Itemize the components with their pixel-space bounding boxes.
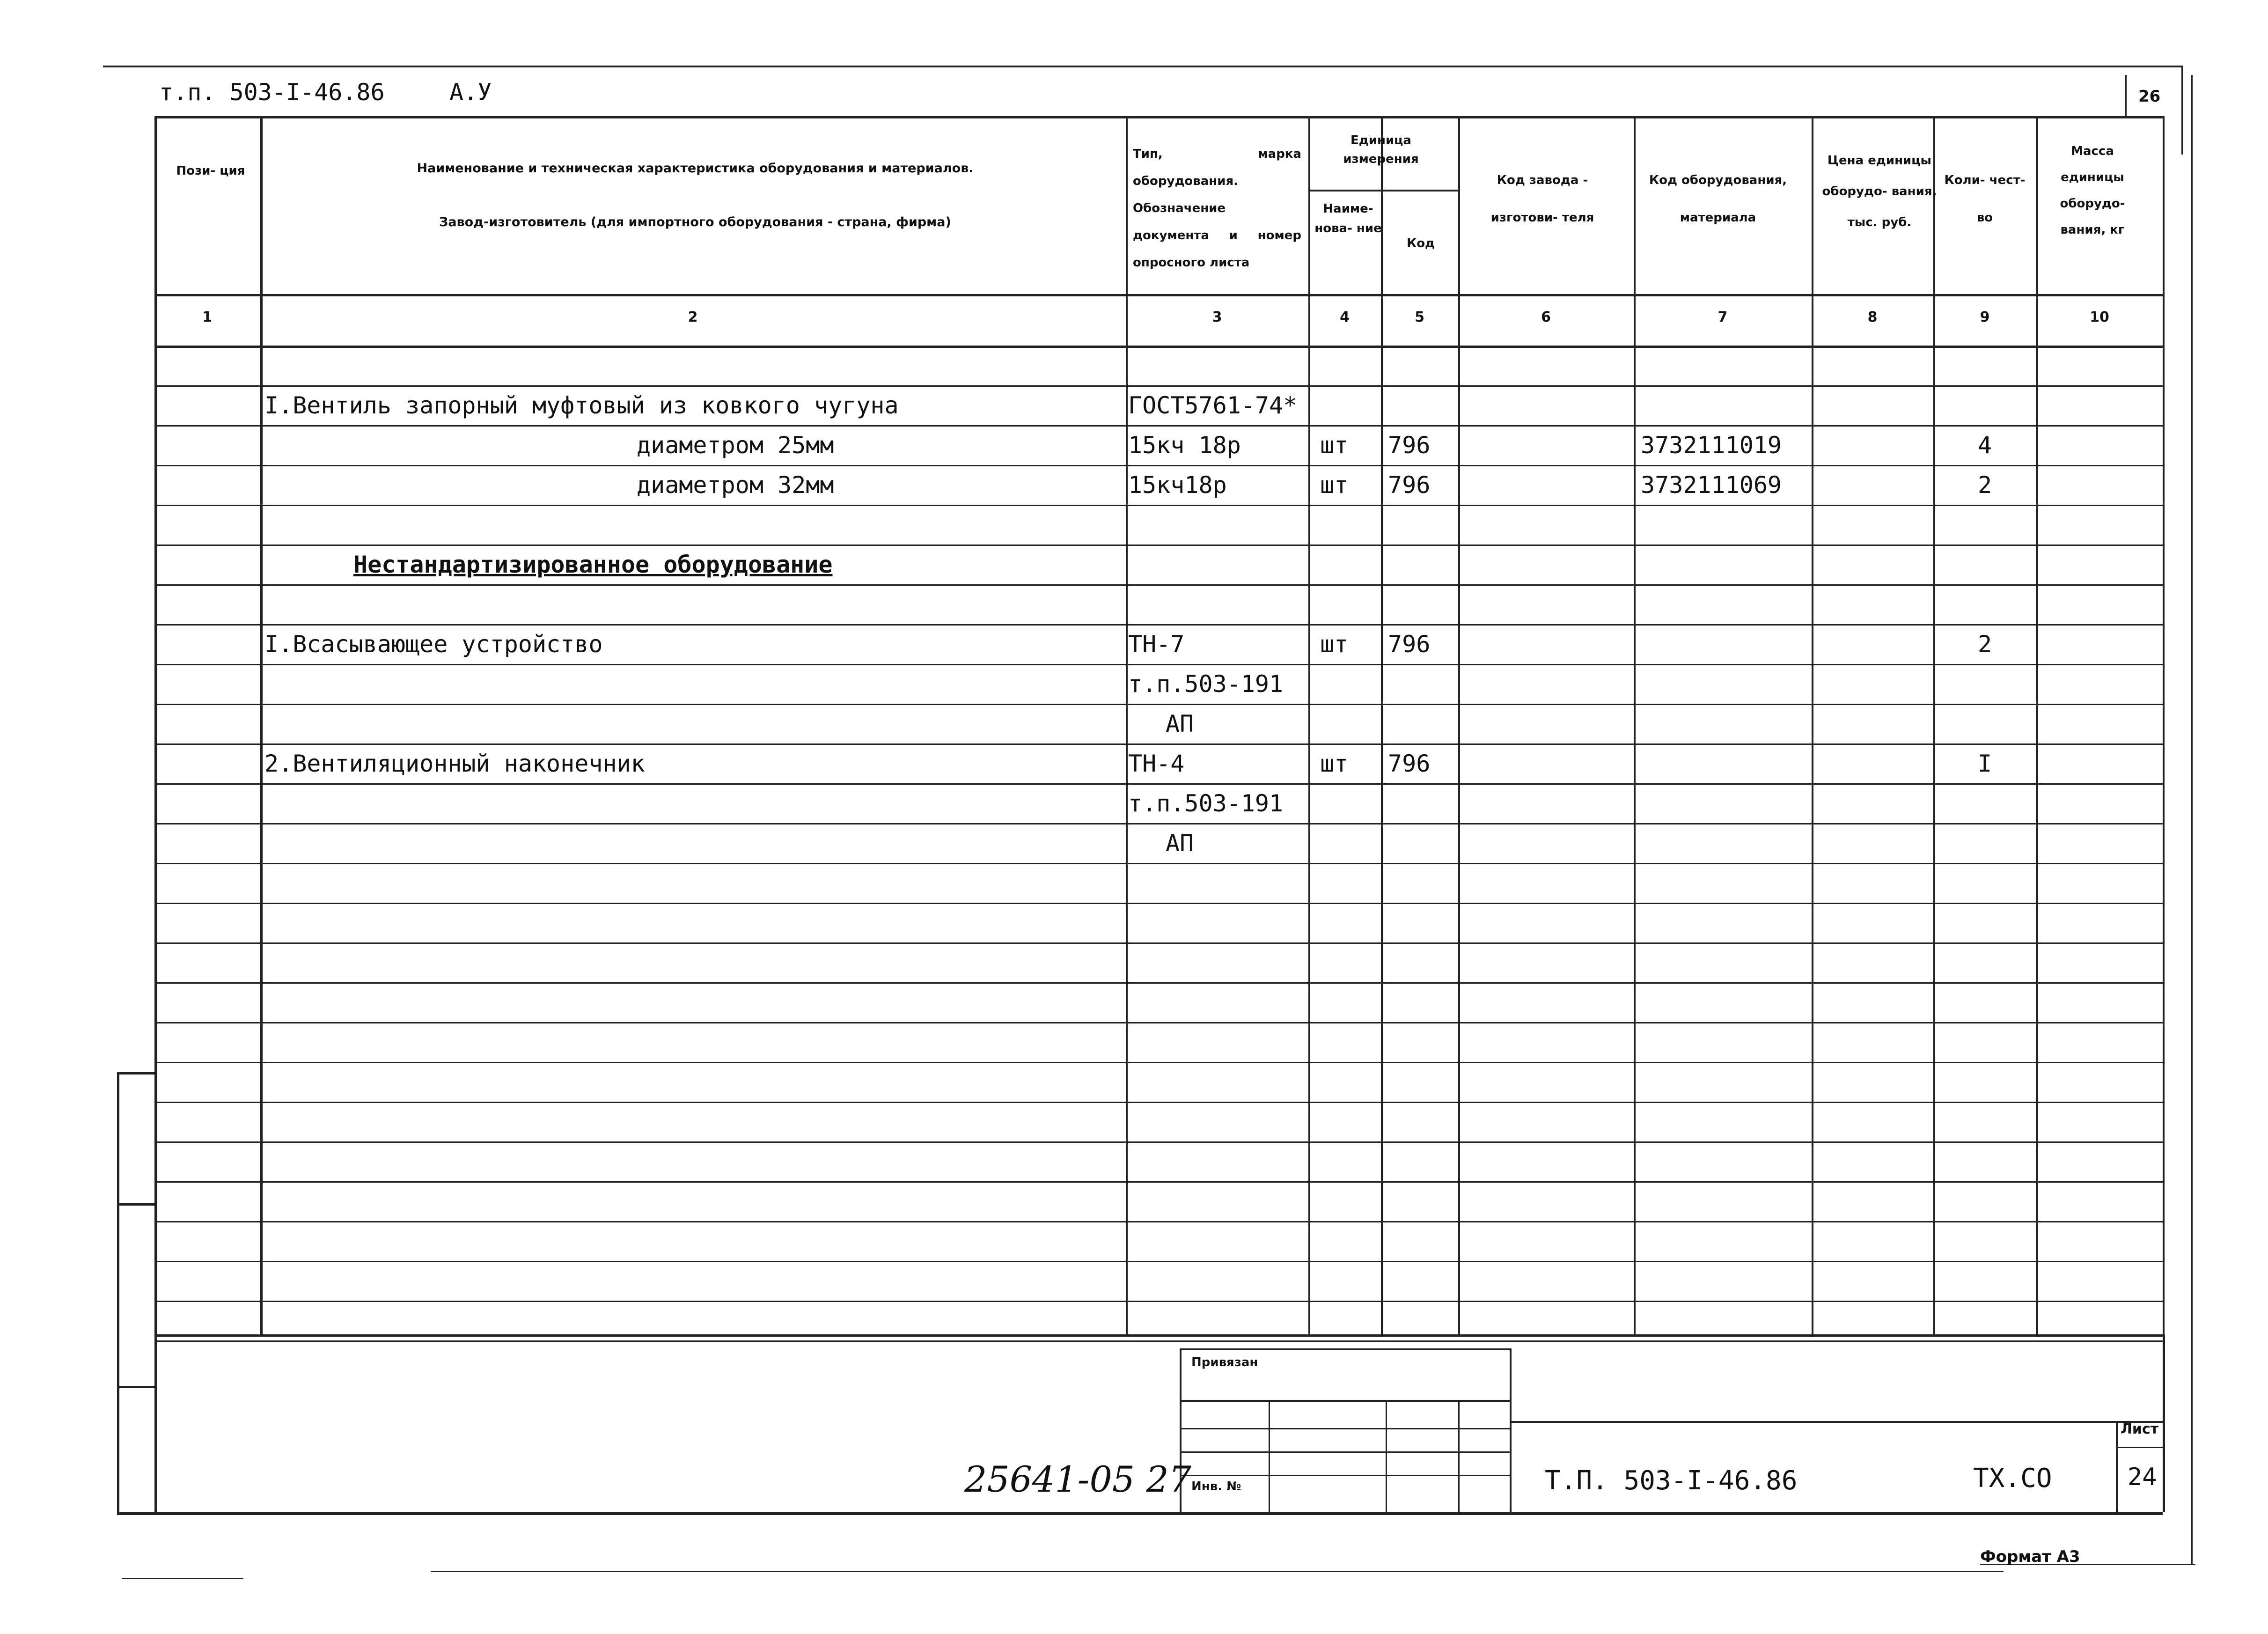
- column-divider: [1812, 116, 1813, 1334]
- stamp-rule: [1269, 1400, 1270, 1512]
- item-unit: шт: [1320, 432, 1349, 459]
- section-heading: Нестандартизированное оборудование: [353, 551, 833, 578]
- row-rule: [154, 1181, 2163, 1183]
- row-rule: [154, 385, 2163, 387]
- header-equipment-code: Код оборудования, материала: [1649, 173, 1787, 225]
- item-type: т.п.503-191: [1128, 790, 1284, 817]
- column-divider: [1458, 116, 1460, 1334]
- top-sheet-number: 26: [2138, 87, 2161, 106]
- row-rule: [154, 1102, 2163, 1103]
- column-number-5: 5: [1415, 309, 1424, 325]
- stamp-rule: [1180, 1348, 1510, 1350]
- column-divider: [2163, 116, 2165, 1334]
- header-type: Тип, марка оборудования. Обозначение документа и номер опросного листа: [1133, 147, 1301, 270]
- table-bottom-border: [154, 1334, 2163, 1337]
- header-mass: Масса единицы оборудо- вания, кг: [2060, 144, 2125, 237]
- inventory-number: 25641-05 27: [964, 1458, 1192, 1500]
- stamp-rule: [1386, 1400, 1387, 1512]
- project-code-top: т.п. 503-I-46.86: [159, 79, 385, 106]
- header-bottom-border: [154, 294, 2163, 296]
- item-unit: шт: [1320, 631, 1349, 658]
- format-label: Формат А3: [1980, 1547, 2080, 1566]
- header-position: Пози- ция: [176, 164, 245, 178]
- table-rule: [2163, 1334, 2165, 1512]
- item-type: АП: [1166, 830, 1194, 857]
- header-unit-group: Единица измерения: [1343, 133, 1419, 166]
- page-right-edge: [2191, 75, 2193, 1564]
- row-rule: [154, 1141, 2163, 1143]
- footer-sheet-label: Лист: [2121, 1421, 2159, 1437]
- item-type: 15кч18р: [1128, 471, 1227, 499]
- row-rule: [154, 942, 2163, 944]
- item-unit: шт: [1320, 750, 1349, 777]
- item-type: АП: [1166, 710, 1194, 737]
- item-equipment-code: 3732111019: [1641, 432, 1782, 459]
- stamp-rule: [1180, 1451, 1510, 1453]
- footer-sheet-number: 24: [2128, 1463, 2157, 1491]
- row-rule: [154, 743, 2163, 745]
- stamp-bound-label: Привязан: [1191, 1355, 1258, 1369]
- item-type: 15кч 18р: [1128, 432, 1241, 459]
- left-binding-rule: [117, 1203, 154, 1206]
- row-rule: [154, 545, 2163, 546]
- item-unit: шт: [1320, 471, 1349, 499]
- stamp-rule: [1180, 1400, 1510, 1402]
- row-rule: [154, 425, 2163, 427]
- item-unit-code: 796: [1388, 471, 1431, 499]
- row-rule: [154, 982, 2163, 984]
- row-rule: [154, 584, 2163, 586]
- stamp-inv-label: Инв. №: [1191, 1479, 1241, 1494]
- item-diameter: диаметром 25мм: [637, 432, 834, 459]
- item-unit-code: 796: [1388, 750, 1431, 777]
- title-block-rule: [2116, 1447, 2163, 1448]
- column-divider: [1381, 116, 1383, 1334]
- row-rule: [154, 1022, 2163, 1023]
- title-block-rule: [1510, 1421, 2163, 1423]
- row-rule: [154, 823, 2163, 824]
- stamp-rule: [1510, 1348, 1512, 1512]
- item-type: ТН-4: [1128, 750, 1185, 777]
- row-rule: [154, 624, 2163, 626]
- row-rule: [154, 863, 2163, 864]
- item-quantity: I: [1977, 750, 1992, 777]
- item-quantity: 2: [1977, 471, 1992, 499]
- column-number-4: 4: [1340, 309, 1350, 325]
- row-rule: [154, 783, 2163, 785]
- left-binding-rule: [117, 1386, 154, 1388]
- item-name: I.Всасывающее устройство: [264, 631, 603, 658]
- header-quantity: Коли- чест- во: [1944, 173, 2026, 225]
- column-number-9: 9: [1980, 309, 1990, 325]
- item-unit-code: 796: [1388, 631, 1431, 658]
- column-number-8: 8: [1867, 309, 1878, 325]
- header-unit-code: Код: [1406, 236, 1435, 250]
- item-unit-code: 796: [1388, 432, 1431, 459]
- column-divider: [154, 116, 157, 1334]
- stamp-rule: [1458, 1400, 1460, 1512]
- column-number-1: 1: [202, 309, 212, 325]
- item-type: ТН-7: [1128, 631, 1185, 658]
- table-rule: [2125, 75, 2127, 116]
- footer-doc-code: ТХ.СО: [1973, 1463, 2052, 1494]
- footer-project-code: Т.П. 503-I-46.86: [1545, 1465, 1798, 1496]
- item-diameter: диаметром 32мм: [637, 471, 834, 499]
- column-number-7: 7: [1718, 309, 1728, 325]
- stamp-rule: [1180, 1475, 1510, 1476]
- left-binding-edge: [117, 1072, 119, 1512]
- album-code-top: А.У: [449, 79, 492, 106]
- unit-subheader-rule: [1308, 190, 1458, 191]
- column-number-3: 3: [1212, 309, 1222, 325]
- column-divider: [1634, 116, 1636, 1334]
- row-rule: [154, 1261, 2163, 1262]
- column-number-2: 2: [688, 309, 698, 325]
- title-block-rule: [2116, 1421, 2118, 1512]
- page-bottom-border: [117, 1512, 2163, 1515]
- row-rule: [154, 664, 2163, 665]
- column-divider: [2036, 116, 2038, 1334]
- column-divider: [1126, 116, 1128, 1334]
- table-rule: [154, 1334, 157, 1512]
- row-rule: [154, 465, 2163, 466]
- row-rule: [154, 1221, 2163, 1222]
- item-name: I.Вентиль запорный муфтовый из ковкого чугуна: [264, 392, 899, 419]
- row-rule: [154, 903, 2163, 904]
- row-rule: [154, 1340, 2163, 1342]
- page-trim-line: [431, 1571, 2004, 1572]
- item-type: ГОСТ5761-74*: [1128, 392, 1298, 419]
- row-rule: [154, 505, 2163, 506]
- row-rule: [154, 704, 2163, 705]
- column-number-10: 10: [2090, 309, 2109, 325]
- header-unit-name: Наиме- нова- ние: [1314, 202, 1382, 236]
- column-number-6: 6: [1541, 309, 1551, 325]
- item-quantity: 4: [1977, 432, 1992, 459]
- page-trim-line: [122, 1578, 243, 1579]
- header-factory-code: Код завода - изготови- теля: [1490, 173, 1594, 225]
- column-divider: [1933, 116, 1935, 1334]
- colnum-bottom-border: [154, 346, 2163, 348]
- item-name: 2.Вентиляционный наконечник: [264, 750, 645, 777]
- column-divider: [1308, 116, 1310, 1334]
- table-rule: [2181, 66, 2183, 155]
- row-rule: [154, 1062, 2163, 1063]
- column-divider: [260, 116, 263, 1334]
- header-name-line2: Завод-изготовитель (для импортного оборудования - страна, фирма): [439, 215, 951, 229]
- stamp-rule: [1180, 1428, 1510, 1429]
- top-border: [103, 66, 2181, 67]
- item-equipment-code: 3732111069: [1641, 471, 1782, 499]
- item-type: т.п.503-191: [1128, 670, 1284, 698]
- row-rule: [154, 1301, 2163, 1302]
- table-top-border: [154, 116, 2163, 118]
- item-quantity: 2: [1977, 631, 1992, 658]
- header-name-line1: Наименование и техническая характеристика оборудования и материалов.: [417, 161, 974, 176]
- left-binding-rule: [117, 1072, 154, 1075]
- header-price: Цена единицы оборудо- вания, тыс. руб.: [1822, 154, 1937, 229]
